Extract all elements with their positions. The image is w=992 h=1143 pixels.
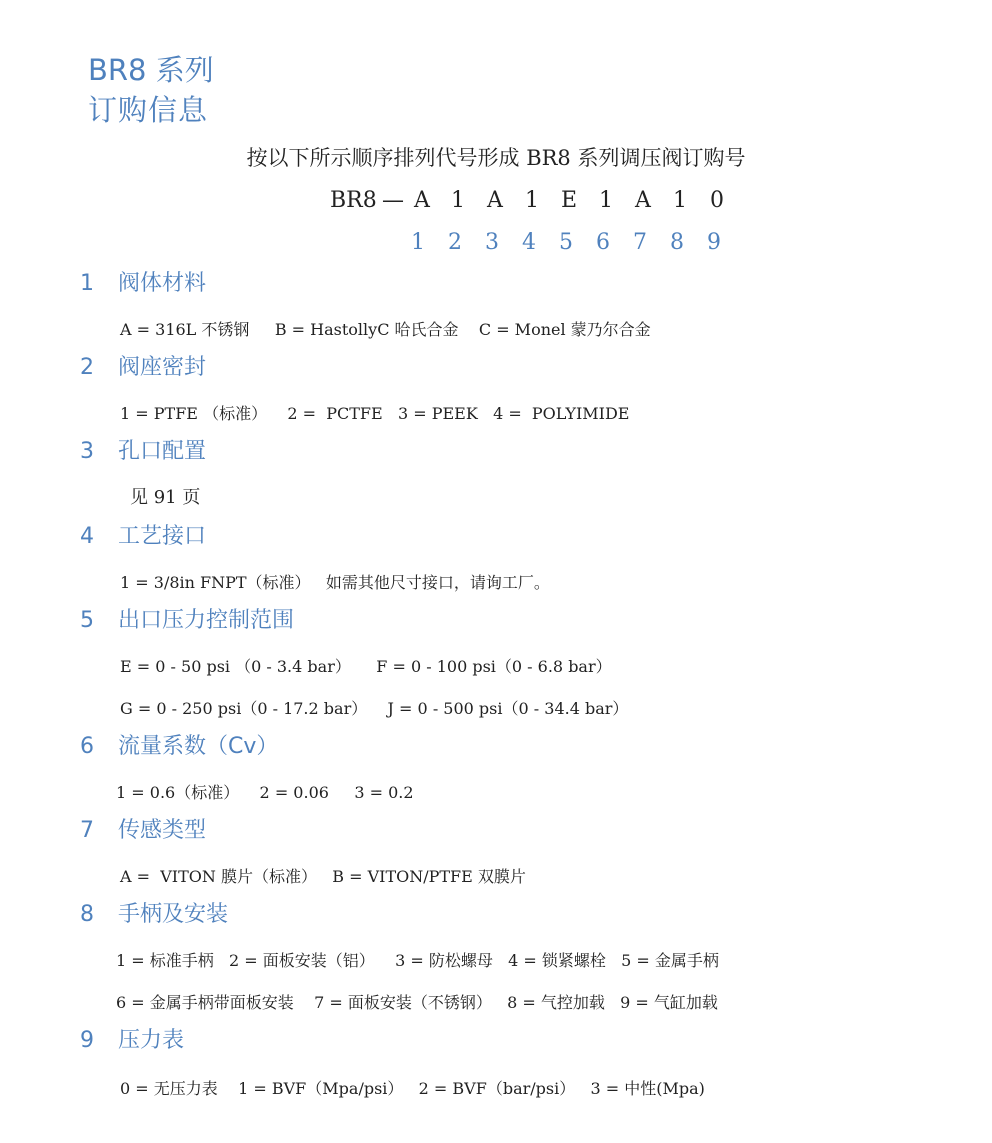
option-line: 1 = 标准手柄 2 = 面板安装（铝） 3 = 防松螺母 4 = 锁紧螺栓 5 = 金属手柄 [116,951,719,970]
option-line: 0 = 无压力表 1 = BVF（Mpa/psi） 2 = BVF（bar/psi） 3 = 中性(Mpa) [120,1079,705,1098]
order-code-char: A [487,188,503,213]
order-code-char: A [414,188,430,213]
position-number: 8 [670,230,684,255]
option-line: G = 0 - 250 psi（0 - 17.2 bar） J = 0 - 500 psi（0 - 34.4 bar） [120,699,629,718]
section-heading-flow-coefficient [80,732,278,762]
section-number: 7 [80,818,94,843]
position-number: 3 [485,230,499,255]
section-number: 9 [80,1028,94,1053]
section-heading-outlet-pressure-range [80,606,294,636]
section-title: 阀体材料 [118,271,207,296]
option-line: A = VITON 膜片（标准） B = VITON/PTFE 双膜片 [120,867,526,886]
section-heading-pressure-gauge [80,1026,184,1056]
section-title: 出口压力控制范围 [118,608,295,633]
page-title: BR8 系列 [88,53,214,87]
option-line: E = 0 - 50 psi （0 - 3.4 bar） F = 0 - 100 psi（0 - 6.8 bar） [120,657,612,676]
order-code-char: A [635,188,651,213]
section-number: 8 [80,902,94,927]
section-title: 工艺接口 [118,524,207,549]
position-number: 5 [559,230,573,255]
section-number: 6 [80,734,94,759]
option-line: 1 = PTFE （标准） 2 = PCTFE 3 = PEEK 4 = POLYIMIDE [120,404,630,423]
section-heading-sensor-type [80,816,206,846]
section-heading-handle-mounting [80,900,228,930]
section-number: 2 [80,355,94,380]
position-number: 4 [522,230,536,255]
order-code-char: 1 [673,188,687,213]
section-title: 阀座密封 [118,355,207,380]
option-line: 1 = 3/8in FNPT（标准） 如需其他尺寸接口，请询工厂。 [120,573,550,592]
option-line: A = 316L 不锈钢 B = HastollyC 哈氏合金 C = Monel 蒙乃尔合金 [120,320,651,339]
section-number: 5 [80,608,94,633]
section-title: 孔口配置 [118,439,207,464]
order-code-char: 0 [710,188,724,213]
order-code-char: 1 [599,188,613,213]
section-title: 压力表 [118,1028,185,1053]
order-code-char: E [560,188,578,213]
order-code-dash: — [382,188,404,213]
position-number: 7 [633,230,647,255]
section-title: 传感类型 [118,818,207,843]
option-line: 1 = 0.6（标准） 2 = 0.06 3 = 0.2 [116,783,414,802]
page-subtitle: 订购信息 [88,93,209,127]
order-code-char: 1 [451,188,465,213]
section-number: 1 [80,271,94,296]
position-number: 1 [411,230,425,255]
option-line: 见 91 页 [130,487,201,508]
section-number: 3 [80,439,94,464]
order-code-prefix: BR8 [330,188,377,213]
section-heading-seat-seal [80,353,206,383]
section-title: 手柄及安装 [118,902,229,927]
section-title: 流量系数（Cv） [118,734,279,759]
position-number: 9 [707,230,721,255]
section-heading-process-connection [80,522,206,552]
option-line: 6 = 金属手柄带面板安装 7 = 面板安装（不锈钢） 8 = 气控加载 9 = 气缸加载 [116,993,718,1012]
section-heading-body-material [80,269,206,299]
order-code-char: 1 [525,188,539,213]
section-number: 4 [80,524,94,549]
intro-text: 按以下所示顺序排列代号形成 BR8 系列调压阀订购号 [246,146,746,170]
section-heading-port-configuration [80,437,206,467]
position-number: 6 [596,230,610,255]
position-number: 2 [448,230,462,255]
